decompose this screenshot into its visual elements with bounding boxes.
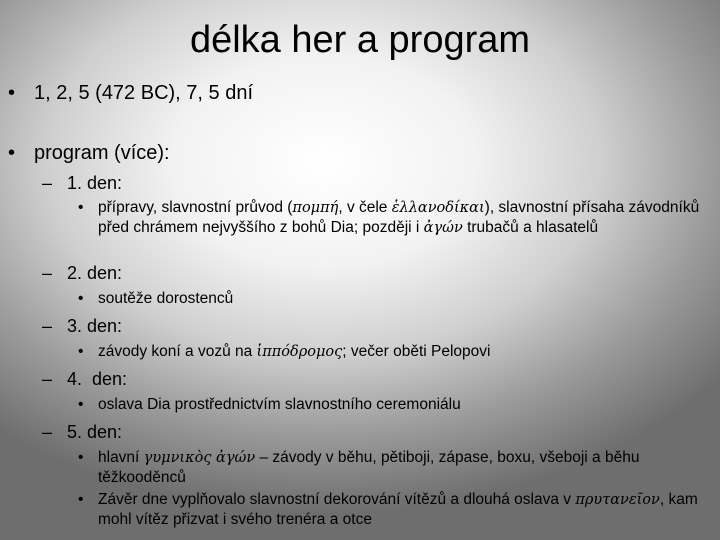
bullet-dot-icon: • <box>8 82 16 104</box>
dash-icon: – <box>42 316 53 336</box>
bullet-game-lengths <box>8 80 253 106</box>
bullet-dot-icon: • <box>78 199 84 216</box>
day-5-item-2-text: Závěr dne vyplňovalo slavnostní dekorování vítězů a dlouhá oslava v πρυτανεῖον, kam mohl vítěz přizvat i svého trenéra a otce <box>98 491 698 528</box>
slide-title: délka her a program <box>189 19 531 61</box>
day-3-heading <box>42 315 122 337</box>
day-label: 2. den: <box>67 263 123 283</box>
day-5-item-1 <box>78 448 708 487</box>
bullet-more-link: (více): <box>114 142 170 164</box>
day-3-item-text: závody koní a vozů na ἱππόδρομος; večer oběti Pelopovi <box>98 343 491 360</box>
dash-icon: – <box>42 263 53 283</box>
dash-icon: – <box>42 369 53 389</box>
day-1-item <box>78 198 708 238</box>
day-2-item <box>78 289 708 308</box>
day-5-item-2 <box>78 490 708 529</box>
day-4-item-text: oslava Dia prostřednictvím slavnostního ceremoniálu <box>98 396 461 413</box>
day-5-item-1-text: hlavní γυμνικὸς ἀγών – závody v běhu, pětiboji, zápase, boxu, všeboji a běhu těžkooděnců <box>98 449 640 486</box>
dash-icon: – <box>42 422 53 442</box>
dash-icon: – <box>42 173 53 193</box>
bullet-dot-icon: • <box>78 449 84 466</box>
bullet-dot-icon: • <box>78 343 84 360</box>
day-2-item-text: soutěže dorostenců <box>98 290 234 307</box>
day-4-item <box>78 395 708 414</box>
bullet-dot-icon: • <box>78 290 84 307</box>
day-label: 1. den: <box>67 173 123 193</box>
bullet-dot-icon: • <box>78 491 84 508</box>
day-5-heading <box>42 421 122 443</box>
day-label: 5. den: <box>67 422 123 442</box>
bullet-program <box>8 140 170 166</box>
bullet-text: 1, 2, 5 (472 BC), 7, 5 dní <box>34 82 254 104</box>
day-label: 3. den: <box>67 316 123 336</box>
bullet-dot-icon: • <box>8 142 16 164</box>
bullet-label: program <box>34 142 109 164</box>
day-1-heading <box>42 172 122 194</box>
day-2-heading <box>42 262 122 284</box>
bullet-dot-icon: • <box>78 396 84 413</box>
day-4-heading <box>42 368 127 390</box>
day-label: 4. den: <box>67 369 128 389</box>
day-3-item <box>78 342 708 362</box>
day-1-item-text: přípravy, slavnostní průvod (πομπή, v čele ἑλλανοδίκαι), slavnostní přísaha závodníků před chrámem nejvyššího z bohů Dia; později i ἀγών trubačů a hlasatelů <box>98 199 700 236</box>
